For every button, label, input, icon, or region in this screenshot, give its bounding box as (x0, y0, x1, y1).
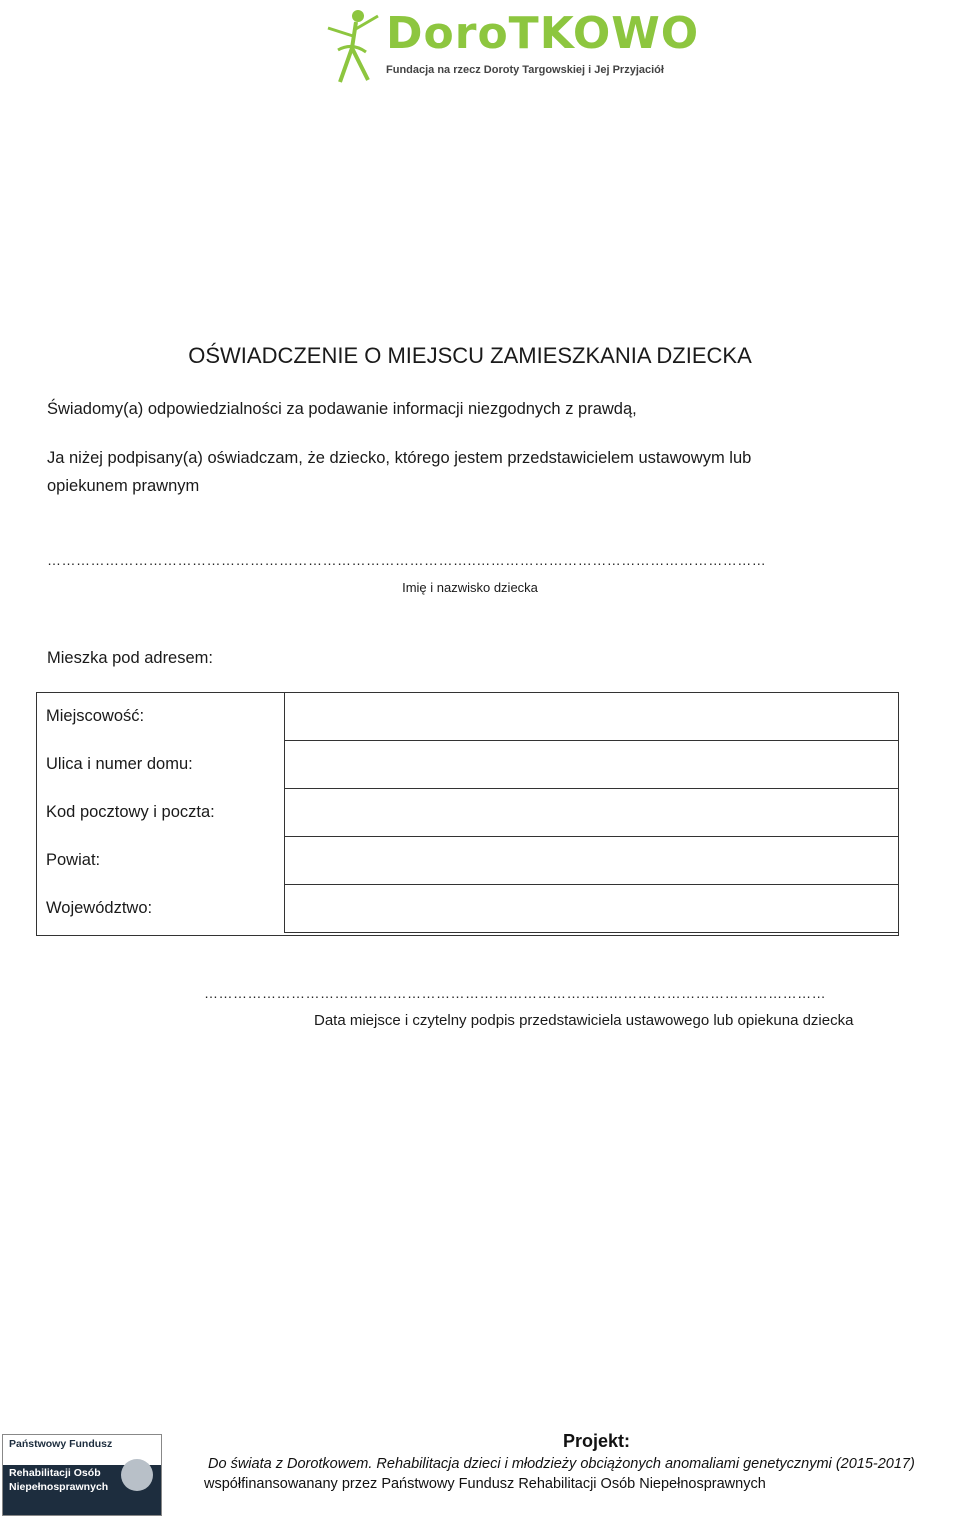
project-description: Rehabilitacja dzieci i młodzieży obciążonych anomaliami genetycznymi (376, 1456, 832, 1472)
project-title: Do świata z Dorotkowem. (208, 1456, 373, 1472)
address-label-voivodeship: Województwo: (46, 899, 153, 917)
address-input-postcode[interactable] (285, 789, 899, 837)
pfron-logo-line-2: Rehabilitacji Osób (9, 1467, 101, 1479)
signature-caption: Data miejsce i czytelny podpis przedstawiciela ustawowego lub opiekuna dziecka (314, 1012, 854, 1029)
declaration-line-2: opiekunem prawnym (47, 477, 200, 495)
intro-text: Świadomy(a) odpowiedzialności za podawanie informacji niezgodnych z prawdą, (47, 400, 637, 418)
signature-field[interactable]: ………………………………………………………………………...……………………………………… (204, 985, 827, 1001)
child-name-field[interactable]: ……………………………………………………………………………..…………………………………………………… (47, 552, 767, 568)
pfron-logo-line-3: Niepełnosprawnych (9, 1481, 109, 1493)
table-row (36, 837, 899, 885)
table-row (36, 885, 899, 933)
table-row (36, 693, 899, 741)
project-heading: Projekt: (563, 1431, 631, 1451)
address-input-county[interactable] (285, 837, 899, 885)
address-label-street: Ulica i numer domu: (46, 755, 193, 773)
child-name-caption: Imię i nazwisko dziecka (402, 580, 538, 595)
table-row (36, 741, 899, 789)
project-title-line (208, 1456, 915, 1472)
pfron-emblem-icon (121, 1459, 153, 1491)
address-table (36, 692, 899, 933)
document-title: OŚWIADCZENIE O MIEJSCU ZAMIESZKANIA DZIECKA (188, 343, 752, 368)
address-heading: Mieszka pod adresem: (47, 649, 213, 667)
address-input-city[interactable] (285, 693, 899, 741)
logo-wordmark: DoroTKOWO (386, 8, 700, 59)
project-years: (2015-2017) (835, 1456, 915, 1472)
cofinancing-note: współfinansowanany przez Państwowy Fundusz Rehabilitacji Osób Niepełnosprawnych (204, 1476, 766, 1492)
pfron-logo-line-1: Państwowy Fundusz (9, 1438, 113, 1450)
address-label-city: Miejscowość: (46, 707, 145, 725)
address-label-county: Powiat: (46, 851, 101, 869)
logo-subtitle: Fundacja na rzecz Doroty Targowskiej i Jej Przyjaciół (386, 64, 664, 76)
table-row (36, 789, 899, 837)
dancer-icon (318, 6, 388, 86)
address-input-voivodeship[interactable] (285, 885, 899, 933)
pfron-logo (2, 1434, 162, 1516)
address-input-street[interactable] (285, 741, 899, 789)
declaration-line-1: Ja niżej podpisany(a) oświadczam, że dziecko, którego jestem przedstawicielem ustawowym lub (47, 449, 752, 467)
address-label-postcode: Kod pocztowy i poczta: (46, 803, 215, 821)
